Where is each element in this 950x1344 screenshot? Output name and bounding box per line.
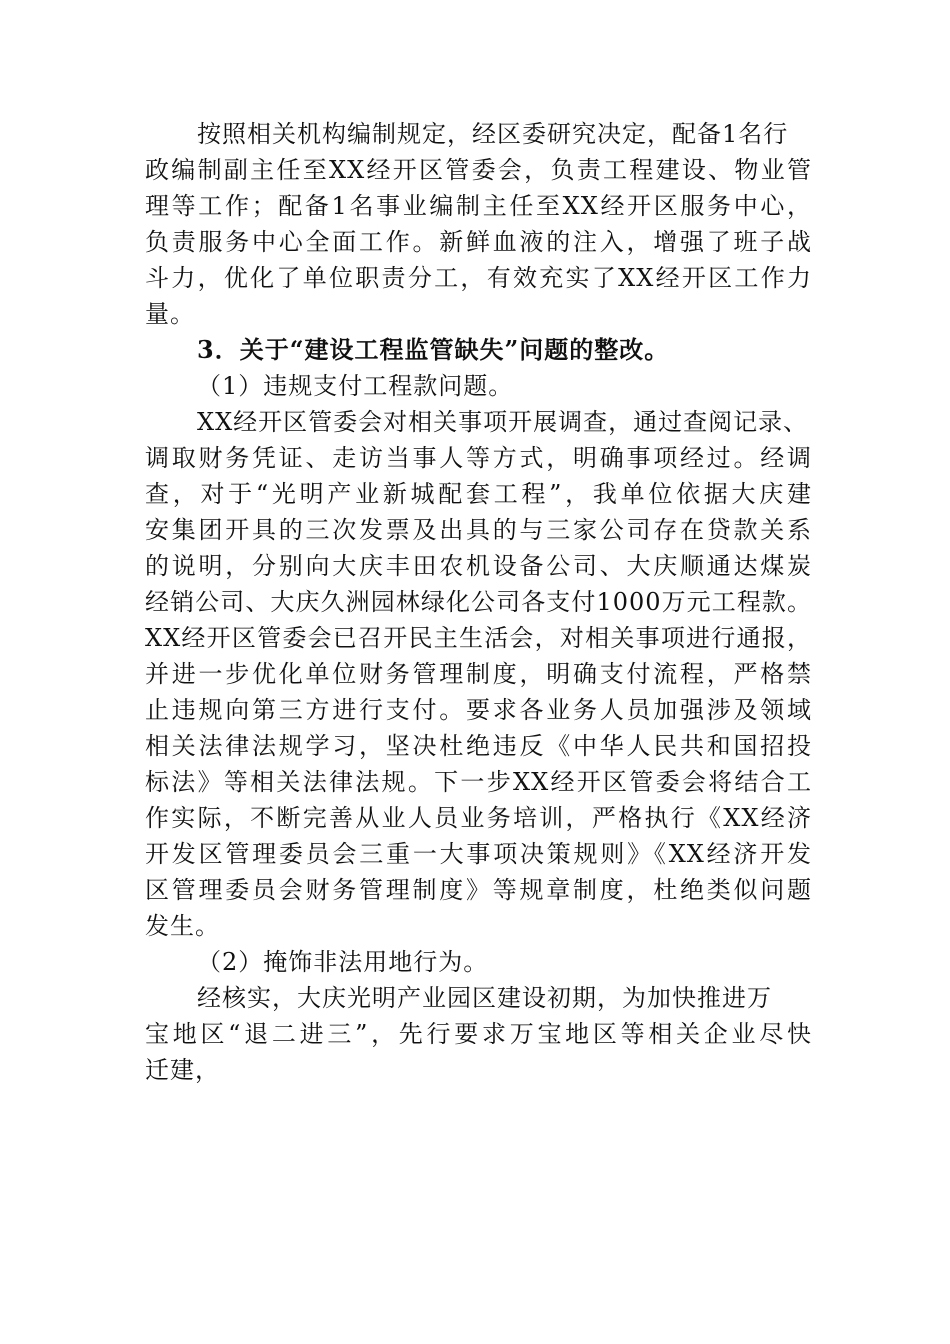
paragraph-2-line-13: 开发区管理委员会三重一大事项决策规则》《XX经济开发 xyxy=(145,840,812,868)
paragraph-1-line-2: 政编制副主任至XX经开区管委会，负责工程建设、物业管 xyxy=(145,156,812,184)
subheading-1: （1）违规支付工程款问题。 xyxy=(197,372,514,400)
paragraph-3-line-2: 宝地区“退二进三”，先行要求万宝地区等相关企业尽快 xyxy=(145,1020,812,1048)
paragraph-3-line-1: 经核实，大庆光明产业园区建设初期，为加快推进万 xyxy=(197,984,772,1012)
paragraph-2-line-6: 经销公司、大庆久洲园林绿化公司各支付1000万元工程款。 xyxy=(145,588,812,616)
paragraph-2-line-4: 安集团开具的三次发票及出具的与三家公司存在贷款关系 xyxy=(145,516,812,544)
paragraph-3-line-3: 迁建， xyxy=(145,1056,220,1084)
paragraph-2-line-5: 的说明，分别向大庆丰田农机设备公司、大庆顺通达煤炭 xyxy=(145,552,812,580)
paragraph-2-line-1: XX经开区管委会对相关事项开展调查，通过查阅记录、 xyxy=(197,408,809,436)
paragraph-2-line-10: 相关法律法规学习，坚决杜绝违反《中华人民共和国招投 xyxy=(145,732,812,760)
paragraph-1-line-4: 负责服务中心全面工作。新鲜血液的注入，增强了班子战 xyxy=(145,228,812,256)
paragraph-1-line-5: 斗力，优化了单位职责分工，有效充实了XX经开区工作力 xyxy=(145,264,812,292)
paragraph-2-line-15: 发生。 xyxy=(145,912,220,940)
paragraph-1-line-1: 按照相关机构编制规定，经区委研究决定，配备1名行 xyxy=(197,120,789,148)
paragraph-2-line-14: 区管理委员会财务管理制度》等规章制度，杜绝类似问题 xyxy=(145,876,812,904)
section-heading: 3．关于“建设工程监管缺失”问题的整改。 xyxy=(197,335,670,364)
paragraph-2-line-7: XX经开区管委会已召开民主生活会，对相关事项进行通报， xyxy=(145,624,812,652)
paragraph-2-line-8: 并进一步优化单位财务管理制度，明确支付流程，严格禁 xyxy=(145,660,812,688)
paragraph-1-line-6: 量。 xyxy=(145,300,195,328)
subheading-2: （2）掩饰非法用地行为。 xyxy=(197,948,489,976)
paragraph-2-line-2: 调取财务凭证、走访当事人等方式，明确事项经过。经调 xyxy=(145,444,812,472)
paragraph-2-line-12: 作实际，不断完善从业人员业务培训，严格执行《XX经济 xyxy=(145,804,812,832)
paragraph-2-line-3: 查，对于“光明产业新城配套工程”，我单位依据大庆建 xyxy=(145,480,812,508)
paragraph-1-line-3: 理等工作；配备1名事业编制主任至XX经开区服务中心， xyxy=(145,192,812,220)
paragraph-2-line-9: 止违规向第三方进行支付。要求各业务人员加强涉及领域 xyxy=(145,696,812,724)
paragraph-2-line-11: 标法》等相关法律法规。下一步XX经开区管委会将结合工 xyxy=(145,768,812,796)
